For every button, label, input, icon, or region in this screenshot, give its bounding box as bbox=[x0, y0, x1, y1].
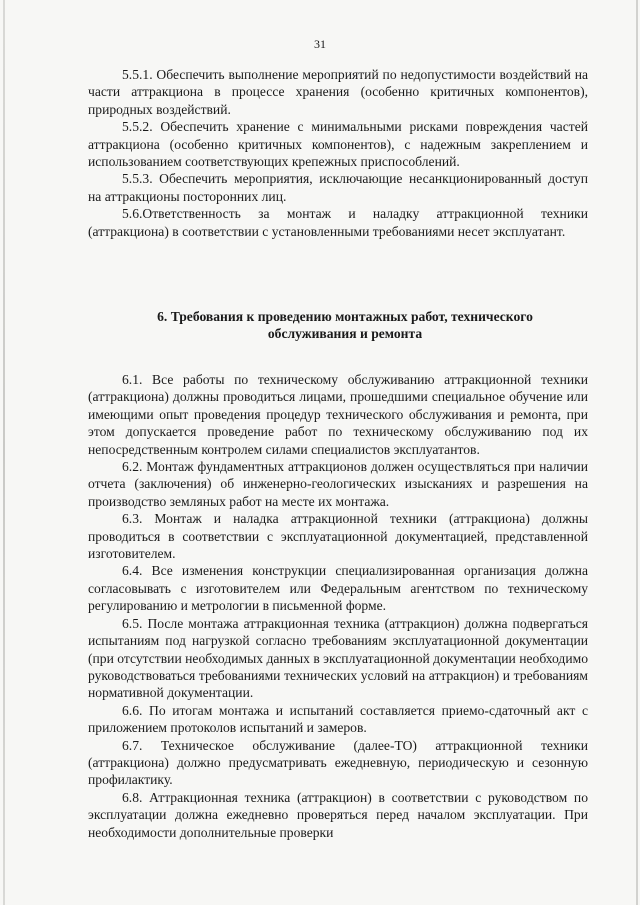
section-6-block bbox=[88, 371, 588, 841]
scan-edge-left bbox=[3, 0, 5, 905]
paragraph-5-6: 5.6.Ответственность за монтаж и наладку аттракционной техники (аттракциона) в соответствии с установленными требованиями несет эксплуатант. bbox=[88, 206, 588, 239]
paragraph-6-4: 6.4. Все изменения конструкции специализированная организация должна согласовывать с изготовителем или Федеральным агентством по техническому регулированию и метрологии в письменной форме. bbox=[88, 563, 588, 614]
paragraph-6-8: 6.8. Аттракционная техника (аттракцион) в соответствии с руководством по эксплуатации должна ежедневно проверяться перед началом эксплуатации. При необходимости дополнительные проверки bbox=[88, 789, 588, 840]
scan-edge-right bbox=[636, 0, 638, 905]
page-number: 31 bbox=[314, 37, 326, 51]
heading-line-2: обслуживания и ремонта bbox=[267, 326, 423, 342]
section-6-heading bbox=[120, 308, 570, 343]
paragraph-6-1: 6.1. Все работы по техническому обслуживанию аттракционной техники (аттракциона) должны проводиться лицами, прошедшими специальное обучение или имеющими опыт проведения процедур технического обслуживания и ремонта, при этом допускается проведение работ по техническому обслуживанию под их непосредственным контролем силами специалистов эксплуатантов. bbox=[88, 372, 588, 457]
paragraph-5-5-1: 5.5.1. Обеспечить выполнение мероприятий по недопустимости воздействий на части аттракциона в процессе хранения (особенно критичных компонентов), природных воздействий. bbox=[88, 67, 588, 117]
heading-line-1: 6. Требования к проведению монтажных работ, технического bbox=[157, 309, 533, 324]
paragraph-5-5-2: 5.5.2. Обеспечить хранение с минимальными рисками повреждения частей аттракциона (особенно критичных компонентов), с надежным закреплением и использованием соответствующих крепежных приспособлений. bbox=[88, 119, 588, 170]
paragraph-6-6: 6.6. По итогам монтажа и испытаний составляется приемо-сдаточный акт с приложением протоколов испытаний и замеров. bbox=[88, 702, 588, 736]
paragraph-6-5: 6.5. После монтажа аттракционная техника (аттракцион) должна подвергаться испытаниям под нагрузкой согласно требованиям эксплуатационной документации (при отсутствии необходимых данных в эксплуатационной документации необходимо руководствоваться требованиями технических условий на аттракцион) и требованиям нормативной документации. bbox=[88, 615, 588, 701]
paragraph-5-5-3: 5.5.3. Обеспечить мероприятия, исключающие несанкционированный доступ на аттракционы посторонних лиц. bbox=[88, 171, 588, 204]
paragraph-6-7: 6.7. Техническое обслуживание (далее-ТО) аттракционной техники (аттракциона) должно предусматривать ежедневную, периодическую и сезонную профилактику. bbox=[88, 737, 588, 788]
paragraph-6-3: 6.3. Монтаж и наладка аттракционной техники (аттракциона) должны проводиться в соответствии с эксплуатационной документацией, представленной изготовителем. bbox=[88, 511, 588, 562]
section-5-block bbox=[88, 66, 588, 240]
paragraph-6-2: 6.2. Монтаж фундаментных аттракционов должен осуществляться при наличии отчета (заключения) об инженерно-геологических изысканиях и разрешения на производство земляных работ на месте их монтажа. bbox=[88, 459, 588, 509]
